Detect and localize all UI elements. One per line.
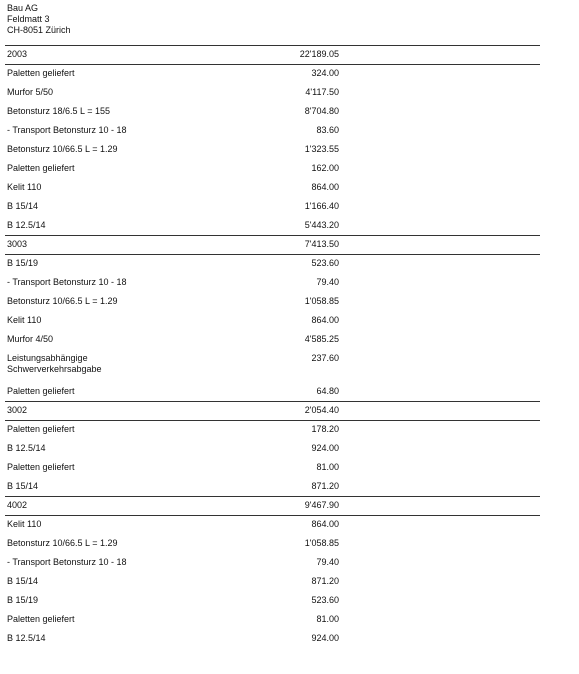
item-amount: 5'443.20 (304, 220, 339, 230)
item-amount: 64.80 (316, 386, 339, 396)
line-item (7, 254, 339, 273)
item-label: Paletten geliefert (7, 68, 75, 78)
line-item (7, 477, 339, 496)
city-address: CH-8051 Zürich (7, 25, 71, 35)
item-amount: 871.20 (311, 576, 339, 586)
item-label: Paletten geliefert (7, 614, 75, 624)
group-code: 4002 (7, 500, 28, 510)
item-label: Murfor 5/50 (7, 87, 54, 97)
item-amount: 1'166.40 (304, 201, 339, 211)
item-label: B 15/19 (7, 258, 39, 268)
item-label: B 12.5/14 (7, 220, 46, 230)
group-header (7, 45, 339, 64)
group-total: 7'413.50 (304, 239, 339, 249)
line-item (7, 83, 339, 102)
item-amount: 79.40 (316, 277, 339, 287)
line-item (7, 349, 339, 382)
item-amount: 8'704.80 (304, 106, 339, 116)
item-amount: 79.40 (316, 557, 339, 567)
item-amount: 1'058.85 (304, 538, 339, 548)
line-item (7, 458, 339, 477)
item-label: Betonsturz 10/66.5 L = 1.29 (7, 144, 118, 154)
line-item (7, 439, 339, 458)
group-total: 2'054.40 (304, 405, 339, 415)
street-address: Feldmatt 3 (7, 14, 50, 24)
item-amount: 523.60 (311, 595, 339, 605)
line-item (7, 420, 339, 439)
group-total: 22'189.05 (299, 49, 339, 59)
line-item (7, 102, 339, 121)
item-label: Betonsturz 18/6.5 L = 155 (7, 106, 110, 116)
group-total: 9'467.90 (304, 500, 339, 510)
item-amount: 83.60 (316, 125, 339, 135)
item-label: Murfor 4/50 (7, 334, 54, 344)
item-label: Kelit 110 (7, 519, 42, 529)
item-label: - Transport Betonsturz 10 - 18 (7, 557, 127, 567)
group-code: 3002 (7, 405, 28, 415)
group-header (7, 401, 339, 420)
item-amount: 324.00 (311, 68, 339, 78)
item-label: - Transport Betonsturz 10 - 18 (7, 277, 127, 287)
item-label: Kelit 110 (7, 182, 42, 192)
item-label: B 15/14 (7, 201, 39, 211)
item-label: Betonsturz 10/66.5 L = 1.29 (7, 296, 118, 306)
line-item (7, 515, 339, 534)
item-amount: 81.00 (316, 462, 339, 472)
item-amount: 81.00 (316, 614, 339, 624)
line-item (7, 330, 339, 349)
group-code: 2003 (7, 49, 28, 59)
line-item (7, 216, 339, 235)
line-item (7, 292, 339, 311)
group-header (7, 496, 339, 515)
item-label: - Transport Betonsturz 10 - 18 (7, 125, 127, 135)
item-amount: 864.00 (311, 519, 339, 529)
item-amount: 4'117.50 (305, 87, 339, 97)
item-label: B 12.5/14 (7, 633, 46, 643)
company-name: Bau AG (7, 3, 39, 13)
item-label: Betonsturz 10/66.5 L = 1.29 (7, 538, 118, 548)
line-item (7, 64, 339, 83)
item-amount: 871.20 (311, 481, 339, 491)
item-amount: 237.60 (311, 353, 339, 363)
item-label: B 12.5/14 (7, 443, 46, 453)
item-amount: 523.60 (311, 258, 339, 268)
item-label: B 15/14 (7, 481, 39, 491)
item-amount: 864.00 (311, 315, 339, 325)
line-item (7, 629, 339, 648)
line-item (7, 121, 339, 140)
item-label: Paletten geliefert (7, 424, 75, 434)
line-item (7, 178, 339, 197)
item-label: Paletten geliefert (7, 163, 75, 173)
item-label: Paletten geliefert (7, 462, 75, 472)
item-amount: 864.00 (311, 182, 339, 192)
item-label: Paletten geliefert (7, 386, 75, 396)
line-item (7, 273, 339, 292)
line-item (7, 140, 339, 159)
line-item (7, 382, 339, 401)
group-code: 3003 (7, 239, 28, 249)
item-amount: 1'058.85 (304, 296, 339, 306)
item-amount: 924.00 (311, 633, 339, 643)
item-amount: 162.00 (311, 163, 339, 173)
line-item (7, 553, 339, 572)
item-amount: 178.20 (311, 424, 339, 434)
line-item (7, 534, 339, 553)
address-block (7, 3, 71, 36)
item-label: B 15/14 (7, 576, 39, 586)
line-item (7, 159, 339, 178)
item-amount: 924.00 (311, 443, 339, 453)
item-label: Kelit 110 (7, 315, 42, 325)
line-item (7, 591, 339, 610)
line-item (7, 572, 339, 591)
line-item (7, 311, 339, 330)
item-label: B 15/19 (7, 595, 39, 605)
item-amount: 1'323.55 (304, 144, 339, 154)
line-item (7, 610, 339, 629)
item-amount: 4'585.25 (304, 334, 339, 344)
line-item (7, 197, 339, 216)
item-label: Leistungsabhängige Schwerverkehrsabgabe (7, 353, 102, 374)
group-header (7, 235, 339, 254)
